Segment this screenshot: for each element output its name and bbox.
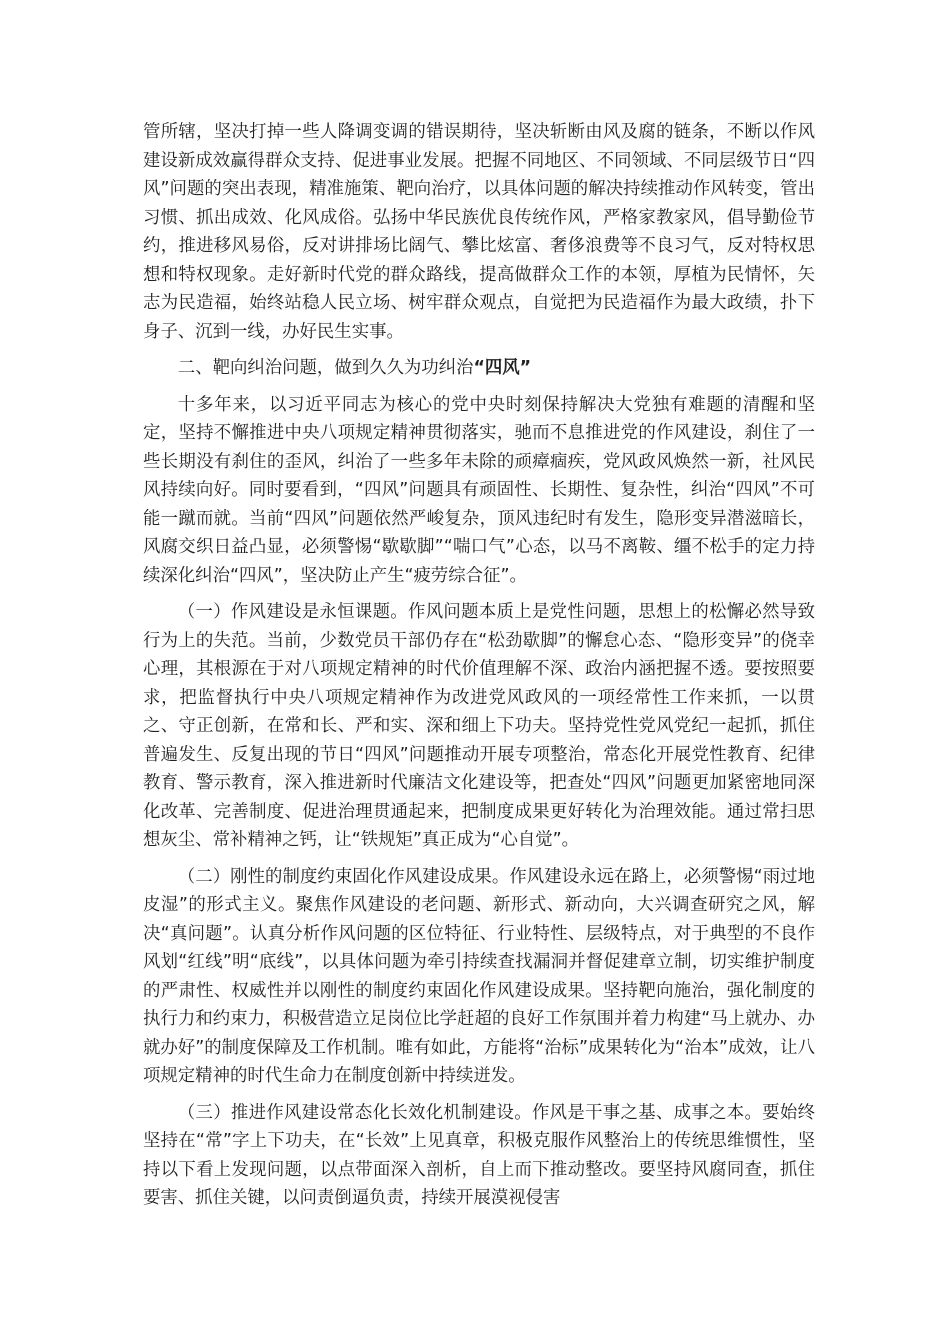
paragraph-intro: 十多年来，以习近平同志为核心的党中央时刻保持解决大党独有难题的清醒和坚定，坚持不懈推进中央八项规定精神贯彻落实，驰而不息推进党的作风建设，刹住了一些长期没有刹住的歪风，纠治了一些多年未除的顽瘴痼疾，党风政风焕然一新，社风民风持续向好。同时要看到，“四风”问题具有顽固性、长期性、复杂性，纠治“四风”不可能一蹴而就。当前“四风”问题依然严峻复杂，顶风违纪时有发生，隐形变异潜滋暗长，风腐交织日益凸显，必须警惕“歇歇脚”“喘口气”心态，以马不离鞍、缰不松手的定力持续深化纠治“四风”，坚决防止产生“疲劳综合征”。 <box>143 394 815 586</box>
document-body <box>143 118 815 1221</box>
paragraph-point-3: （三）推进作风建设常态化长效化机制建设。作风是干事之基、成事之本。要始终坚持在“常”字上下功夫，在“长效”上见真章，积极克服作风整治上的传统思维惯性，坚持以下看上发现问题，以点带面深入剖析，自上而下推动整改。要坚持风腐同查，抓住要害、抓住关键，以问责倒逼负责，持续开展漠视侵害 <box>143 1102 815 1208</box>
section-heading-text: 二、靶向纠治问题，做到久久为功纠治 <box>177 358 474 378</box>
section-heading-emphasis: “四风” <box>473 358 532 378</box>
paragraph-point-1: （一）作风建设是永恒课题。作风问题本质上是党性问题，思想上的松懈必然导致行为上的失范。当前，少数党员干部仍存在“松劲歇脚”的懈怠心态、“隐形变异”的侥幸心理，其根源在于对八项规定精神的时代价值理解不深、政治内涵把握不透。要按照要求，把监督执行中央八项规定精神作为改进党风政风的一项经常性工作来抓，一以贯之、守正创新，在常和长、严和实、深和细上下功夫。坚持党性党风党纪一起抓，抓住普遍发生、反复出现的节日“四风”问题推动开展专项整治，常态化开展党性教育、纪律教育、警示教育，深入推进新时代廉洁文化建设等，把查处“四风”问题更加紧密地同深化改革、完善制度、促进治理贯通起来，把制度成果更好转化为治理效能。通过常扫思想灰尘、常补精神之钙，让“铁规矩”真正成为“心自觉”。 <box>143 602 815 850</box>
paragraph-point-2: （二）刚性的制度约束固化作风建设成果。作风建设永远在路上，必须警惕“雨过地皮湿”的形式主义。聚焦作风建设的老问题、新形式、新动向，大兴调查研究之风，解决“真问题”。认真分析作风问题的区位特征、行业特性、层级特点，对于典型的不良作风划“红线”明“底线”，以具体问题为牵引持续查找漏洞并督促建章立制，切实维护制度的严肃性、权威性并以刚性的制度约束固化作风建设成果。坚持靶向施治，强化制度的执行力和约束力，积极营造立足岗位比学赶超的良好工作氛围并着力构建“马上就办、办就办好”的制度保障及工作机制。唯有如此，方能将“治标”成果转化为“治本”成效，让八项规定精神的时代生命力在制度创新中持续迸发。 <box>143 866 815 1086</box>
section-heading <box>143 354 815 383</box>
paragraph-continued: 管所辖，坚决打掉一些人降调变调的错误期待，坚决斩断由风及腐的链条，不断以作风建设新成效赢得群众支持、促进事业发展。把握不同地区、不同领域、不同层级节日“四风”问题的突出表现，精准施策、靶向治疗，以具体问题的解决持续推动作风转变，管出习惯、抓出成效、化风成俗。弘扬中华民族优良传统作风，严格家教家风，倡导勤俭节约，推进移风易俗，反对讲排场比阔气、攀比炫富、奢侈浪费等不良习气，反对特权思想和特权现象。走好新时代党的群众路线，提高做群众工作的本领，厚植为民情怀，矢志为民造福，始终站稳人民立场、树牢群众观点，自觉把为民造福作为最大政绩，扑下身子、沉到一线，办好民生实事。 <box>143 122 815 342</box>
